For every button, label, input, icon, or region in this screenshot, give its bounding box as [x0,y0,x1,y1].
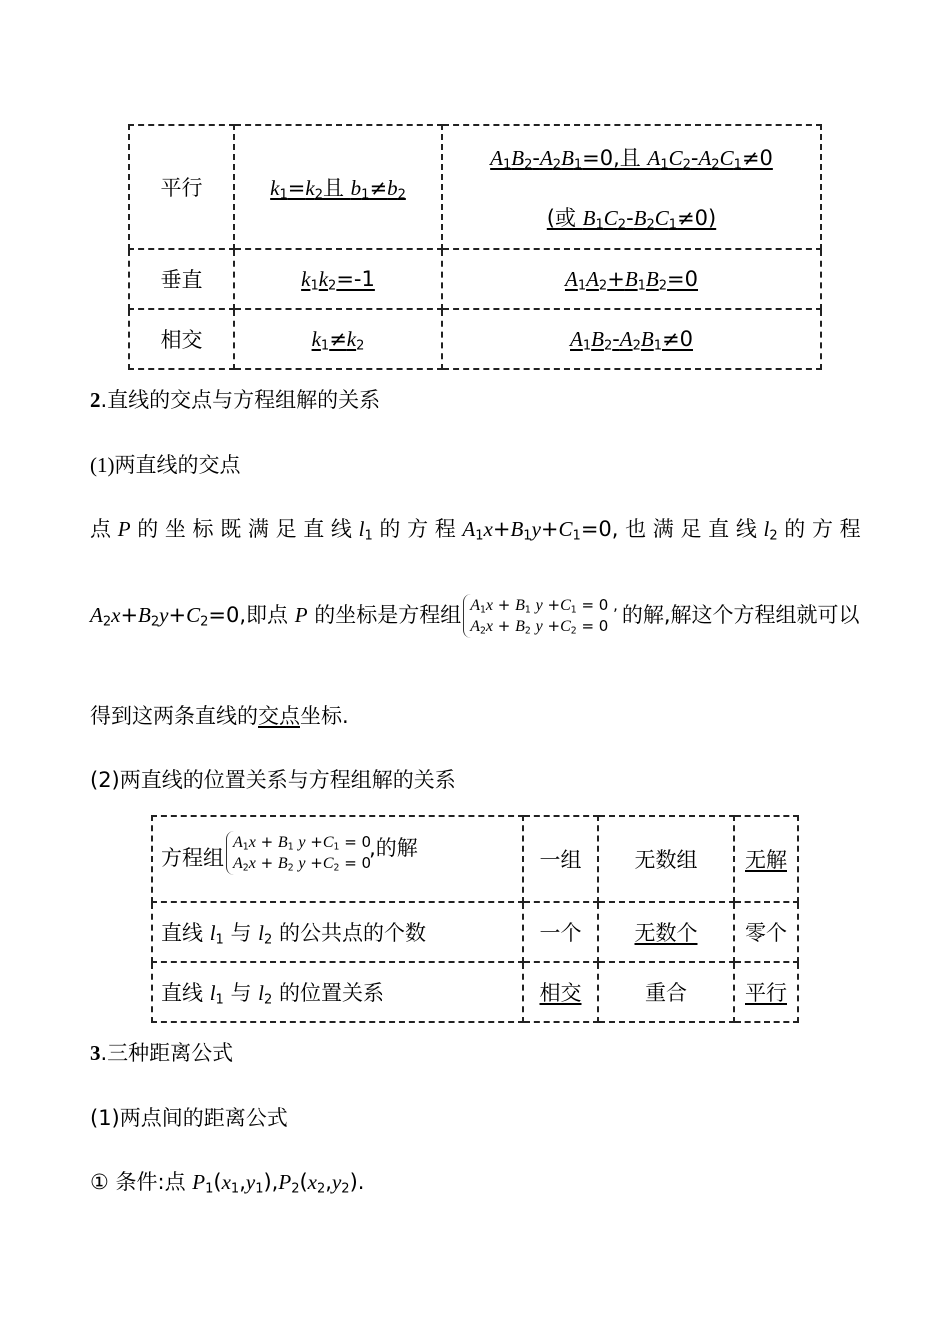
row-label: 平行 [129,125,234,249]
table-row [129,125,821,249]
row-label: 垂直 [129,249,234,309]
condition-line: ① 条件:点 $P_1(x_1,y_1),P_2(x_2,y_2)$. [90,1170,365,1197]
subsection-heading: (2)两直线的位置关系与方程组解的关系 [90,768,456,792]
row-label: 直线 $l_1$ 与 $l_2$ 的公共点的个数 [152,902,523,962]
solution-count: 一组 [523,816,598,902]
subsection-heading: (1)两点间的距离公式 [90,1106,288,1130]
slope-condition: $k_1\ne k_2$ [234,309,442,369]
position-relation: 重合 [598,962,734,1022]
common-point-count: 零个 [734,902,798,962]
general-condition: $A_1A_2+B_1B_2=0$ [442,249,821,309]
table-row [152,962,798,1022]
table-row [129,309,821,369]
equation-system: $A_1x + B_1$ $y +C_1 = 0$ , $A_2x + B_2$ $y +C_2 = 0$ [463,594,620,638]
paragraph-line: 点 P 的 坐 标 既 满 足 直 线 $l_1$ 的 方 程 $A_1x+B_1y+C_1=0$, 也 满 足 直 线 $l_2$ 的 方 程 [90,517,861,544]
slope-condition: $k_1k_2=-1$ [234,249,442,309]
table-row [152,816,798,902]
solution-count: 无解 [734,816,798,902]
parallel-perpendicular-table [128,124,822,370]
paragraph-line: 得到这两条直线的交点坐标. [90,704,349,728]
equation-system-cell: 方程组$A_1x + B_1$ $y +C_1 = 0$ $A_2x + B_2$ $y +C_2 = 0$,的解 [152,816,523,902]
table-row [152,902,798,962]
subsection-heading: (1)两直线的交点 [90,453,241,477]
equation-system: $A_1x + B_1$ $y +C_1 = 0$ $A_2x + B_2$ $y +C_2 = 0$ [226,831,373,875]
slope-condition: $k_1=k_2$且 $b_1\ne b_2$ [234,125,442,249]
general-condition: $A_1B_2-A_2B_1=0$,且 $A_1C_2-A_2C_1\ne 0$ (或 $B_1C_2-B_2C_1\ne 0$) [442,125,821,249]
position-relation: 相交 [523,962,598,1022]
table-row [129,249,821,309]
section-heading: 2.直线的交点与方程组解的关系 [90,388,381,412]
row-label: 相交 [129,309,234,369]
common-point-count: 一个 [523,902,598,962]
common-point-count: 无数个 [598,902,734,962]
general-condition: $A_1B_2-A_2B_1\ne 0$ [442,309,821,369]
solution-count: 无数组 [598,816,734,902]
intersection-table [151,815,799,1023]
row-label: 直线 $l_1$ 与 $l_2$ 的位置关系 [152,962,523,1022]
section-heading: 3.三种距离公式 [90,1041,234,1065]
paragraph-line: $A_2x+B_2y+C_2=0$,即点 P 的坐标是方程组 $A_1x + B_1$ $y +C_1 = 0$ , $A_2x + B_2$ $y +C_2 = 0$ 的解,解这个方程组就可以 [90,596,860,637]
position-relation: 平行 [734,962,798,1022]
